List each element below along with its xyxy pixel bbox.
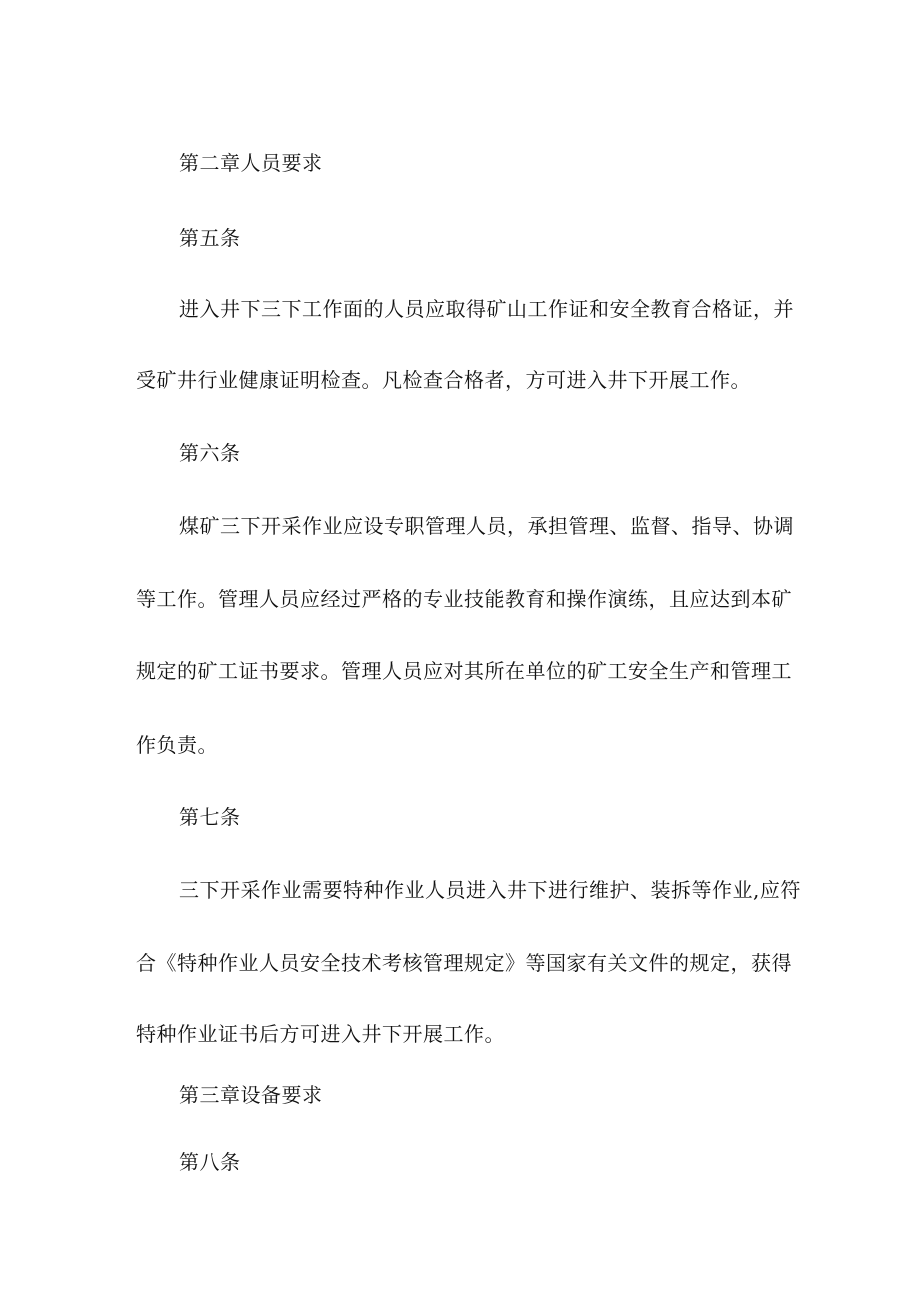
chapter-2-heading: 第二章人员要求 — [179, 151, 323, 175]
article-7-line-1: 三下开采作业需要特种作业人员进入井下进行维护、装拆等作业,应符 — [179, 878, 801, 902]
article-5-line-2: 受矿井行业健康证明检查。凡检查合格者，方可进入井下开展工作。 — [136, 368, 751, 392]
article-7-line-2: 合《特种作业人员安全技术考核管理规定》等国家有关文件的规定，获得 — [136, 951, 792, 975]
chapter-3-heading: 第三章设备要求 — [179, 1083, 323, 1107]
article-6-line-1: 煤矿三下开采作业应设专职管理人员，承担管理、监督、指导、协调 — [179, 514, 794, 538]
article-7-heading: 第七条 — [179, 805, 241, 829]
article-6-line-4: 作负责。 — [136, 733, 218, 757]
article-7-line-3: 特种作业证书后方可进入井下开展工作。 — [136, 1022, 505, 1046]
article-5-line-1: 进入井下三下工作面的人员应取得矿山工作证和安全教育合格证，并 — [179, 297, 794, 321]
article-6-heading: 第六条 — [179, 441, 241, 465]
article-8-heading: 第八条 — [179, 1150, 241, 1174]
article-6-line-3: 规定的矿工证书要求。管理人员应对其所在单位的矿工安全生产和管理工 — [136, 659, 792, 683]
article-6-line-2: 等工作。管理人员应经过严格的专业技能教育和操作演练，且应达到本矿 — [136, 587, 792, 611]
article-5-heading: 第五条 — [179, 226, 241, 250]
